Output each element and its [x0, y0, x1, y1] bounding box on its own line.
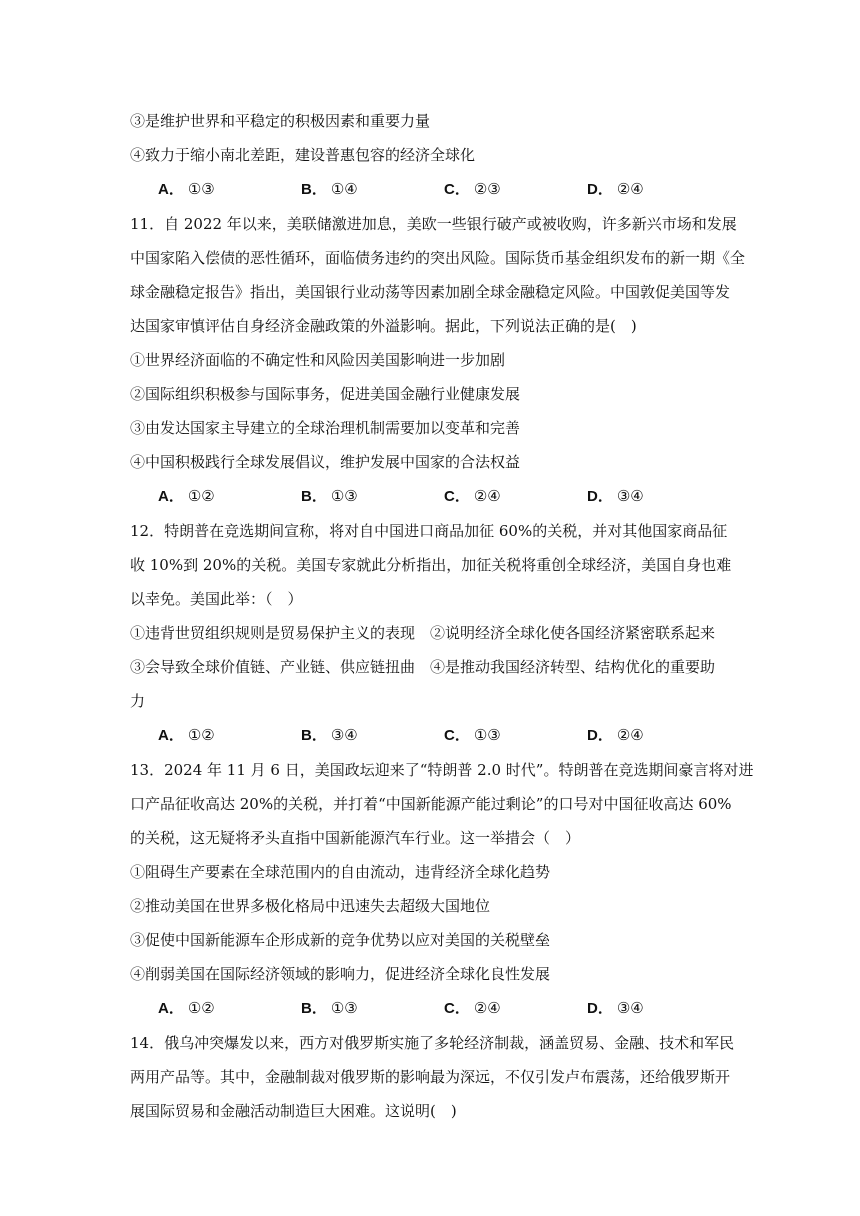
q12-options: [130, 718, 730, 753]
q14-stem-line: 两用产品等。其中，金融制裁对俄罗斯的影响最为深远，不仅引发卢布震荡，还给俄罗斯开: [130, 1068, 731, 1086]
q11-option-a[interactable]: A． ①②: [158, 487, 215, 505]
exam-page: [130, 104, 754, 1128]
q13-options: [130, 991, 730, 1026]
q11-item-4: ④中国积极践行全球发展倡议，维护发展中国家的合法权益: [130, 453, 521, 471]
q10-item-3: ③是维护世界和平稳定的积极因素和重要力量: [130, 112, 431, 130]
q10-option-c[interactable]: C． ②③: [444, 180, 501, 198]
q12-stem-line: 以幸免。美国此举：（ ）: [130, 590, 303, 608]
q12-items-line: 力: [130, 692, 146, 710]
q12-items-line: ①违背世贸组织规则是贸易保护主义的表现 ②说明经济全球化使各国经济紧密联系起来: [130, 624, 716, 642]
q10-option-a[interactable]: A． ①③: [158, 180, 215, 198]
q12-stem-line: 收 10%到 20%的关税。美国专家就此分析指出，加征关税将重创全球经济，美国自身也难: [130, 556, 732, 574]
q11-item-2: ②国际组织积极参与国际事务，促进美国金融行业健康发展: [130, 385, 521, 403]
q13-option-d[interactable]: D． ③④: [587, 999, 644, 1017]
q11-item-3: ③由发达国家主导建立的全球治理机制需要加以变革和完善: [130, 419, 521, 437]
question-11: [130, 207, 746, 514]
q10-item-4: ④致力于缩小南北差距，建设普惠包容的经济全球化: [130, 146, 476, 164]
q11-stem-line: 达国家审慎评估自身经济金融政策的外溢影响。据此，下列说法正确的是( ): [130, 317, 637, 335]
q11-options: [130, 479, 730, 514]
q12-items-line: ③会导致全球价值链、产业链、供应链扭曲 ④是推动我国经济转型、结构优化的重要助: [130, 658, 716, 676]
q12-option-b[interactable]: B． ③④: [301, 726, 358, 744]
q13-stem-line: 13．2024 年 11 月 6 日，美国政坛迎来了“特朗普 2.0 时代”。特朗普在竞选期间豪言将对进: [130, 761, 754, 779]
question-14: [130, 1026, 735, 1128]
q12-stem-line: 12．特朗普在竞选期间宣称，将对自中国进口商品加征 60%的关税，并对其他国家商品征: [130, 522, 728, 540]
q11-stem-line: 球金融稳定报告》指出，美国银行业动荡等因素加剧全球金融稳定风险。中国敦促美国等发: [130, 283, 731, 301]
q13-option-b[interactable]: B． ①③: [301, 999, 358, 1017]
question-12: [130, 514, 730, 753]
q13-item-4: ④削弱美国在国际经济领域的影响力，促进经济全球化良性发展: [130, 965, 551, 983]
q11-stem-line: 中国家陷入偿债的恶性循环，面临债务违约的突出风险。国际货币基金组织发布的新一期《全: [130, 249, 746, 267]
q14-stem-line: 14．俄乌冲突爆发以来，西方对俄罗斯实施了多轮经济制裁，涵盖贸易、金融、技术和军民: [130, 1034, 735, 1052]
q12-option-d[interactable]: D． ②④: [587, 726, 644, 744]
q11-option-b[interactable]: B． ①③: [301, 487, 358, 505]
q11-option-c[interactable]: C． ②④: [444, 487, 501, 505]
question-13: [130, 753, 754, 1026]
q13-item-3: ③促使中国新能源车企形成新的竞争优势以应对美国的关税壁垒: [130, 931, 551, 949]
q10-options: [130, 172, 730, 207]
q11-item-1: ①世界经济面临的不确定性和风险因美国影响进一步加剧: [130, 351, 506, 369]
q14-stem-line: 展国际贸易和金融活动制造巨大困难。这说明( ): [130, 1102, 457, 1120]
q13-option-c[interactable]: C． ②④: [444, 999, 501, 1017]
question-10: [130, 104, 730, 207]
q10-option-b[interactable]: B． ①④: [301, 180, 358, 198]
q13-option-a[interactable]: A． ①②: [158, 999, 215, 1017]
q11-stem-line: 11．自 2022 年以来，美联储激进加息，美欧一些银行破产或被收购，许多新兴市场和发展: [130, 215, 737, 233]
q12-option-c[interactable]: C． ①③: [444, 726, 501, 744]
q13-stem-line: 的关税，这无疑将矛头直指中国新能源汽车行业。这一举措会（ ）: [130, 829, 581, 847]
q13-item-2: ②推动美国在世界多极化格局中迅速失去超级大国地位: [130, 897, 491, 915]
q12-option-a[interactable]: A． ①②: [158, 726, 215, 744]
q10-option-d[interactable]: D． ②④: [587, 180, 644, 198]
q11-option-d[interactable]: D． ③④: [587, 487, 644, 505]
q13-stem-line: 口产品征收高达 20%的关税，并打着“中国新能源产能过剩论”的口号对中国征收高达 60%: [130, 795, 732, 813]
q13-item-1: ①阻碍生产要素在全球范围内的自由流动，违背经济全球化趋势: [130, 863, 551, 881]
